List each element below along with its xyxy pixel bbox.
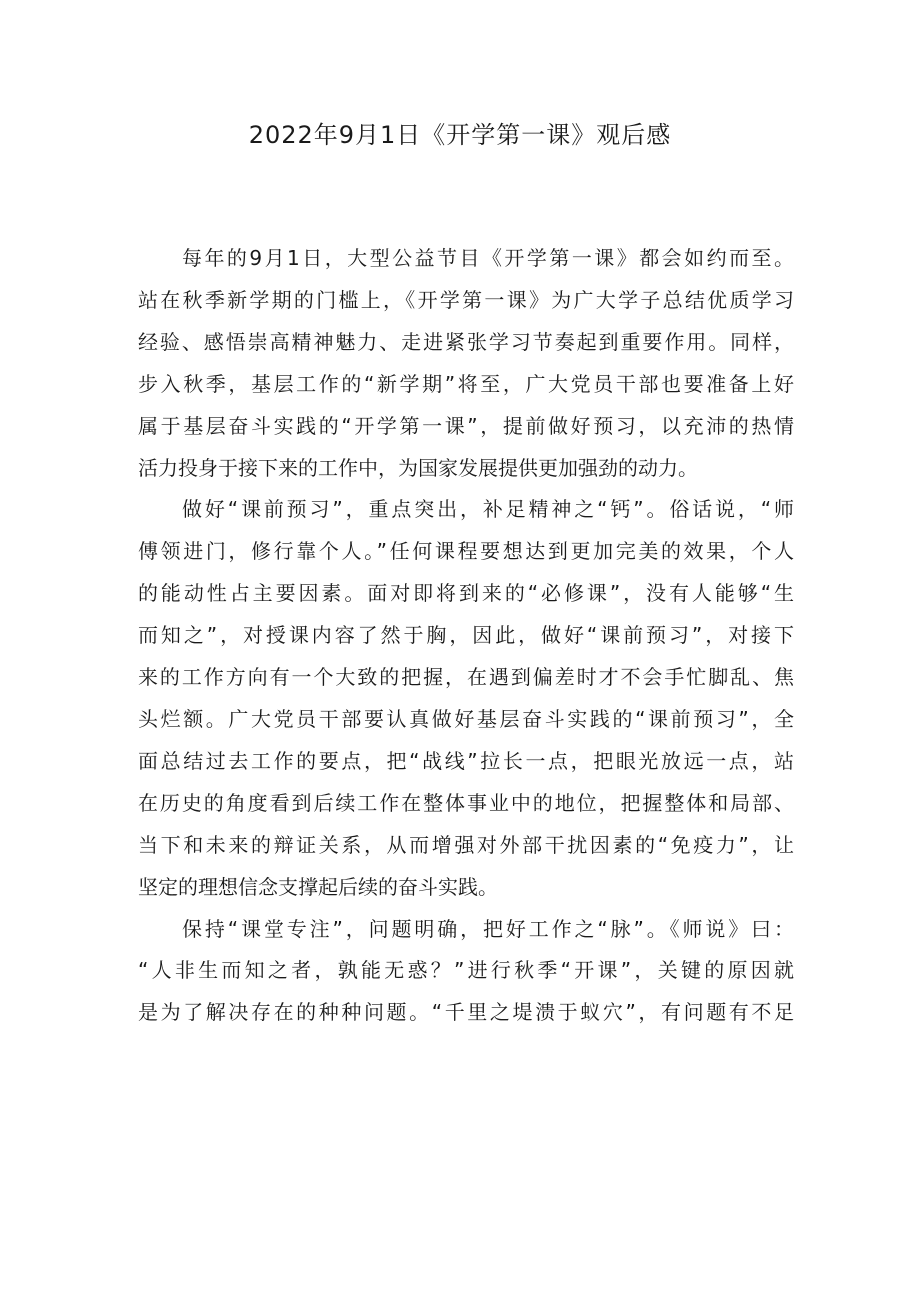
document-body (138, 238, 794, 1034)
text-line: 傅领进门，修行靠个人。”任何课程要想达到更加完美的效果，个人 (138, 539, 794, 564)
text-line: 保持“课堂专注”，问题明确，把好工作之“脉”。《师说》曰： (182, 916, 794, 941)
text-line: 头烂额。广大党员干部要认真做好基层奋斗实践的“课前预习”，全 (138, 706, 794, 731)
text-line: 当下和未来的辩证关系，从而增强对外部干扰因素的“免疫力”，让 (138, 832, 794, 857)
paragraph-3 (138, 909, 794, 1035)
text-line: 而知之”，对授课内容了然于胸，因此，做好“课前预习”，对接下 (138, 623, 794, 648)
text-line: 做好“课前预习”，重点突出，补足精神之“钙”。俗话说，“师 (182, 497, 794, 522)
paragraph-2 (138, 489, 794, 908)
text-line: 是为了解决存在的种种问题。“千里之堤溃于蚁穴”，有问题有不足 (138, 1000, 794, 1025)
text-line: 在历史的角度看到后续工作在整体事业中的地位，把握整体和局部、 (138, 790, 794, 815)
paragraph-1 (138, 238, 794, 489)
text-line: 经验、感悟崇高精神魅力、走进紧张学习节奏起到重要作用。同样， (138, 329, 794, 354)
text-line: 属于基层奋斗实践的“开学第一课”，提前做好预习，以充沛的热情 (138, 413, 794, 438)
text-line: 的能动性占主要因素。面对即将到来的“必修课”，没有人能够“生 (138, 581, 794, 606)
text-line: 坚定的理想信念支撑起后续的奋斗实践。 (138, 874, 498, 899)
text-line: 步入秋季，基层工作的“新学期”将至，广大党员干部也要准备上好 (138, 371, 794, 396)
text-line: 活力投身于接下来的工作中，为国家发展提供更加强劲的动力。 (138, 455, 698, 480)
text-line: 面总结过去工作的要点，把“战线”拉长一点，把眼光放远一点，站 (138, 748, 794, 773)
document-title: 2022年9月1日《开学第一课》观后感 (248, 121, 672, 149)
text-line: 站在秋季新学期的门槛上，《开学第一课》为广大学子总结优质学习 (138, 287, 794, 312)
text-line: 来的工作方向有一个大致的把握，在遇到偏差时才不会手忙脚乱、焦 (138, 665, 794, 690)
text-line: “人非生而知之者，孰能无惑？”进行秋季“开课”，关键的原因就 (138, 958, 794, 983)
text-line: 每年的9月1日，大型公益节目《开学第一课》都会如约而至。 (182, 246, 794, 270)
